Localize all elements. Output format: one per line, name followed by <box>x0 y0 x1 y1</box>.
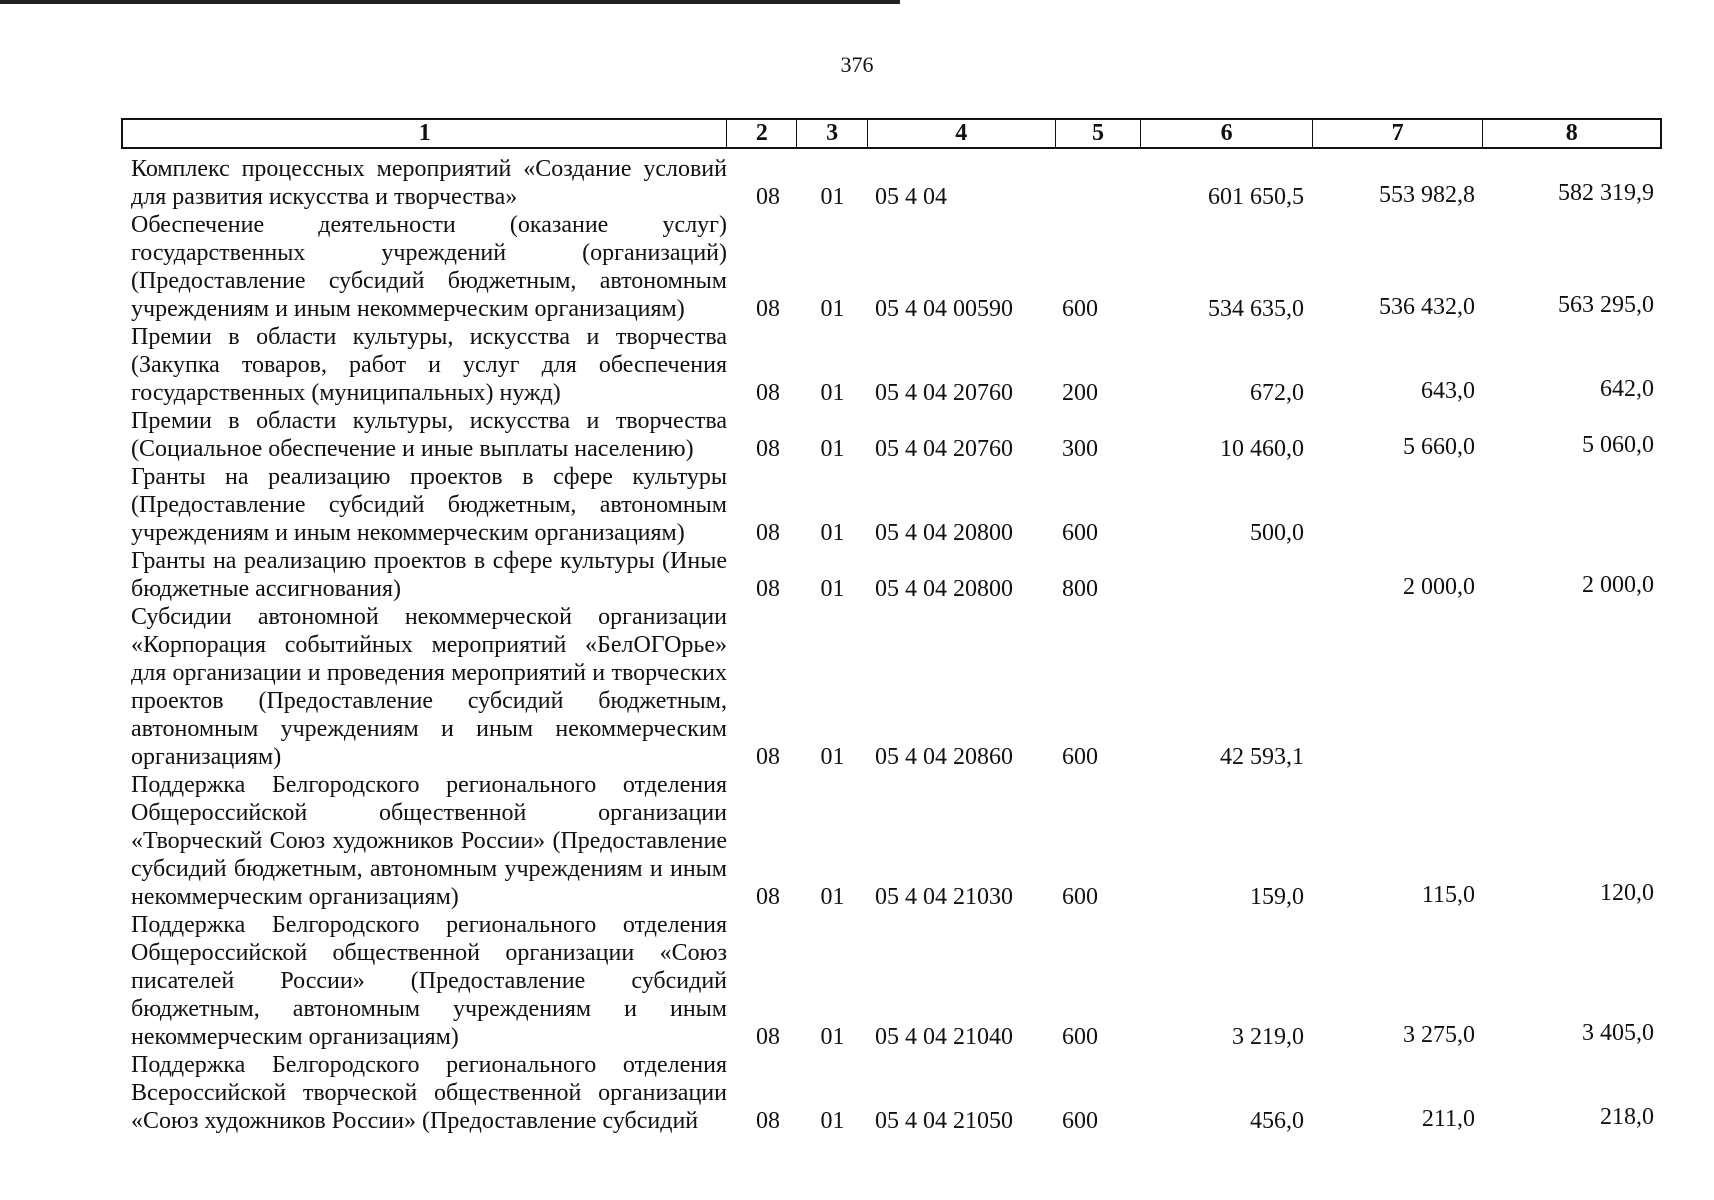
row-amount-col8: 582 319,9 <box>1558 180 1654 206</box>
table-row <box>121 771 1662 911</box>
row-target-article: 05 4 04 20800 <box>875 576 1013 602</box>
row-subsection: 01 <box>820 296 845 322</box>
row-amount-col7: 536 432,0 <box>1379 294 1475 320</box>
row-amount-col7: 3 275,0 <box>1403 1022 1475 1048</box>
row-subsection: 01 <box>820 1024 845 1050</box>
row-subsection: 01 <box>820 436 845 462</box>
row-section: 08 <box>756 884 780 910</box>
row-amount-col6: 10 460,0 <box>1220 436 1304 462</box>
row-amount-col7: 5 660,0 <box>1403 434 1475 460</box>
row-target-article: 05 4 04 <box>875 184 947 210</box>
row-amount-col7: 115,0 <box>1421 882 1475 908</box>
row-amount-col6: 3 219,0 <box>1232 1024 1304 1050</box>
header-col-5: 5 <box>1056 120 1142 147</box>
row-amount-col6: 601 650,5 <box>1208 184 1304 210</box>
row-target-article: 05 4 04 00590 <box>875 296 1013 322</box>
row-amount-col8: 3 405,0 <box>1582 1020 1654 1046</box>
row-subsection: 01 <box>820 1108 845 1134</box>
row-target-article: 05 4 04 20760 <box>875 380 1013 406</box>
header-col-4: 4 <box>868 120 1056 147</box>
row-expense-type: 600 <box>1062 1024 1098 1050</box>
row-amount-col6: 42 593,1 <box>1220 744 1304 770</box>
row-target-article: 05 4 04 21050 <box>875 1108 1013 1134</box>
row-target-article: 05 4 04 20800 <box>875 520 1013 546</box>
header-col-6: 6 <box>1141 120 1313 147</box>
table-row <box>121 603 1662 771</box>
row-description: Обеспечение деятельности (оказание услуг) государственных учреждений (организаций) (Предоставление субсидий бюджетным, автономным учреждениям и иным некоммерческим организациям) <box>131 212 727 322</box>
row-amount-col7: 211,0 <box>1421 1106 1475 1132</box>
table-row <box>121 463 1662 547</box>
table-row <box>121 155 1662 211</box>
scan-border-line <box>0 0 900 4</box>
table-header <box>121 118 1662 149</box>
row-description: Поддержка Белгородского регионального отделения Общероссийской общественной организации «Союз писателей России» (Предоставление субсидий бюджетным, автономным учреждениям и иным некоммерческим организациям) <box>131 912 727 1050</box>
row-expense-type: 600 <box>1062 1108 1098 1134</box>
row-amount-col6: 534 635,0 <box>1208 296 1304 322</box>
row-subsection: 01 <box>820 576 845 602</box>
row-section: 08 <box>756 436 780 462</box>
table-row <box>121 323 1662 407</box>
row-description: Субсидии автономной некоммерческой организации «Корпорация событийных мероприятий «БелОГОрье» для организации и проведения мероприятий и творческих проектов (Предоставление субсидий бюджетным, автономным учреждениям и иным некоммерческим организациям) <box>131 604 727 770</box>
row-description: Поддержка Белгородского регионального отделения Всероссийской творческой общественной организации «Союз художников России» (Предоставление субсидий <box>131 1052 727 1134</box>
row-amount-col8: 120,0 <box>1600 880 1654 906</box>
table-row <box>121 211 1662 323</box>
row-amount-col7: 553 982,8 <box>1379 182 1475 208</box>
row-amount-col8: 563 295,0 <box>1558 292 1654 318</box>
row-amount-col8: 5 060,0 <box>1582 432 1654 458</box>
row-section: 08 <box>756 576 780 602</box>
table-row <box>121 547 1662 603</box>
table-body <box>121 155 1662 1135</box>
row-target-article: 05 4 04 20860 <box>875 744 1013 770</box>
row-expense-type: 200 <box>1062 380 1098 406</box>
row-expense-type: 300 <box>1062 436 1098 462</box>
row-amount-col7: 2 000,0 <box>1403 574 1475 600</box>
row-expense-type: 600 <box>1062 296 1098 322</box>
row-amount-col8: 218,0 <box>1600 1104 1654 1130</box>
row-subsection: 01 <box>820 184 845 210</box>
row-subsection: 01 <box>820 380 845 406</box>
row-amount-col8: 2 000,0 <box>1582 572 1654 598</box>
table-row <box>121 407 1662 463</box>
row-subsection: 01 <box>820 520 845 546</box>
row-description: Премии в области культуры, искусства и творчества (Социальное обеспечение и иные выплаты населению) <box>131 408 727 462</box>
row-description: Премии в области культуры, искусства и творчества (Закупка товаров, работ и услуг для обеспечения государственных (муниципальных) нужд) <box>131 324 727 406</box>
row-section: 08 <box>756 1108 780 1134</box>
row-amount-col6: 672,0 <box>1250 380 1304 406</box>
row-subsection: 01 <box>820 744 845 770</box>
header-col-3: 3 <box>797 120 868 147</box>
table-row <box>121 1051 1662 1135</box>
row-section: 08 <box>756 744 780 770</box>
row-amount-col6: 456,0 <box>1250 1108 1304 1134</box>
row-description: Гранты на реализацию проектов в сфере культуры (Иные бюджетные ассигнования) <box>131 548 727 602</box>
table-row <box>121 911 1662 1051</box>
row-expense-type: 600 <box>1062 744 1098 770</box>
row-target-article: 05 4 04 21030 <box>875 884 1013 910</box>
page-number: 376 <box>840 52 874 77</box>
row-amount-col6: 159,0 <box>1250 884 1304 910</box>
row-description: Комплекс процессных мероприятий «Создание условий для развития искусства и творчества» <box>131 156 727 210</box>
row-expense-type: 600 <box>1062 520 1098 546</box>
row-section: 08 <box>756 1024 780 1050</box>
header-col-8: 8 <box>1565 120 1578 146</box>
header-col-1: 1 <box>123 120 727 147</box>
row-amount-col6: 500,0 <box>1250 520 1304 546</box>
row-target-article: 05 4 04 21040 <box>875 1024 1013 1050</box>
row-expense-type: 800 <box>1062 576 1098 602</box>
row-target-article: 05 4 04 20760 <box>875 436 1013 462</box>
header-col-7: 7 <box>1313 120 1484 147</box>
row-section: 08 <box>756 296 780 322</box>
row-expense-type: 600 <box>1062 884 1098 910</box>
header-col-2: 2 <box>727 120 797 147</box>
row-section: 08 <box>756 184 780 210</box>
row-amount-col7: 643,0 <box>1421 378 1475 404</box>
row-section: 08 <box>756 520 780 546</box>
row-section: 08 <box>756 380 780 406</box>
row-amount-col8: 642,0 <box>1600 376 1654 402</box>
row-subsection: 01 <box>820 884 845 910</box>
row-description: Гранты на реализацию проектов в сфере культуры (Предоставление субсидий бюджетным, автономным учреждениям и иным некоммерческим организациям) <box>131 464 727 546</box>
row-description: Поддержка Белгородского регионального отделения Общероссийской общественной организации «Творческий Союз художников России» (Предоставление субсидий бюджетным, автономным учреждениям и иным некоммерческим организациям) <box>131 772 727 910</box>
